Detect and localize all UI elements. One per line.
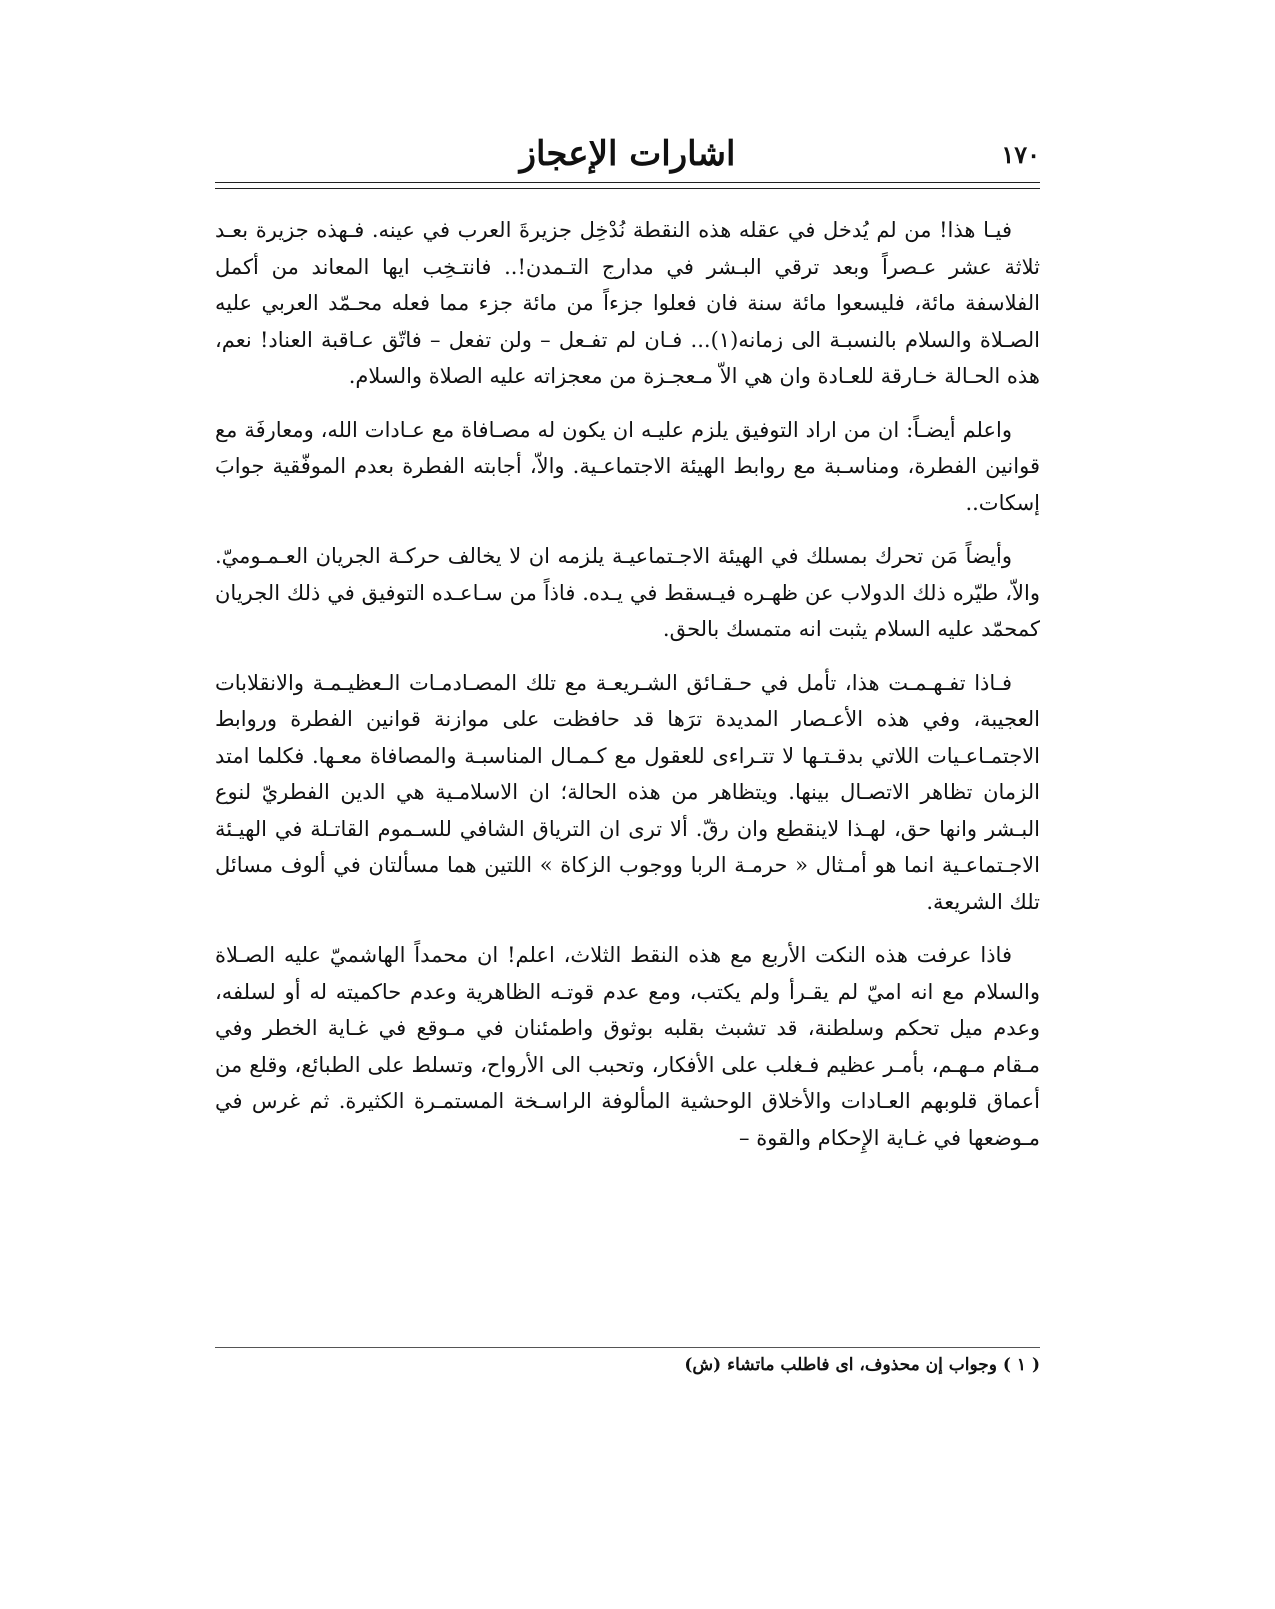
paragraph-3: وأيضاً مَن تحرك بمسلك في الهيئة الاجـتماعيـة يلزمه ان لا يخالف حركـة الجريان العـمـوميّ. والاّ، طيّره ذلك الدولاب عن ظهـره فيـسقط في يـده. فاذاً من سـاعـده التوفيق في ذلك الجريان كمحمّد عليه السلام يثبت انه متمسك بالحق. xyxy=(215,544,1040,641)
header-rule-bottom xyxy=(215,188,1040,189)
header-rule-top xyxy=(215,182,1040,183)
paragraph-4: فـاذا تفـهـمـت هذا، تأمل في حـقـائق الشـريعـة مع تلك المصـادمـات الـعظيـمـة والانقلابات العجيبة، وفي هذه الأعـصار المديدة ترَها قد حافظت على موازنة قوانين الفطرة وروابط الاجتمـاعـيات اللاتي بدقـتـها لا تتـراءى للعقول مع كـمـال المناسبـة والمصافاة معـها. فكلما امتد الزمان تظاهر الاتصـال بينها. ويتظاهر من هذه الحالة؛ ان الاسلامـية هي الدين الفطريّ لنوع البـشر وانها حق، لهـذا لاينقطع وان رقّ. ألا ترى ان الترياق الشافي للسـموم القاتـلة في الهيـئة الاجـتماعـية انما هو أمـثال « حرمـة الربا ووجوب الزكاة » اللتين هما مسألتان في ألوف مسائل تلك الشريعة. xyxy=(215,670,1040,914)
running-title: اشارات الإعجاز xyxy=(519,134,736,174)
page-number: ١٧٠ xyxy=(1001,140,1040,169)
footnote: ( ١ ) وجواب إن محذوف، اى فاطلب ماتشاء (ش) xyxy=(684,1355,1040,1375)
footnote-rule xyxy=(215,1347,1040,1348)
paragraph-2: واعلم أيضـاً: ان من اراد التوفيق يلزم عليـه ان يكون له مصـافاة مع عـادات الله، ومعارفَة مع قوانين الفطرة، ومناسـبة مع روابط الهيئة الاجتماعـية. والاّ، أجابته الفطرة بعدم الموفّقية جوابَ إسكات.. xyxy=(215,417,1040,515)
paragraph-1: فيـا هذا! من لم يُدخل في عقله هذه النقطة نُدْخِل جزيرةَ العرب في عينه. فـهذه جزيرة بعـد ثلاثة عشر عـصراً وبعد ترقي البـشر في مدارج التـمدن!.. فانتـخِب ايها المعاند من أكمل الفلاسفة مائة، فليسعوا مائة سنة فان فعلوا جزءاً من مائة جزء مما فعله محـمّد العربي عليه الصـلاة والسلام بالنسبـة الى زمانه(١)... فـان لم تفـعل – ولن تفعل – فاتّق عـاقبة العناد! نعم، هذه الحـالة خـارقة للعـادة وان هي الاّ مـعجـزة من معجزاته عليه الصلاة والسلام. xyxy=(215,218,1040,388)
page-header xyxy=(215,132,1040,180)
body-text xyxy=(215,212,1040,1156)
paragraph-5: فاذا عرفت هذه النكت الأربع مع هذه النقط الثلاث، اعلم! ان محمداً الهاشميّ عليه الصـلاة والسلام مع انه اميّ لم يقـرأ ولم يكتب، ومع عدم قوتـه الظاهرية وعدم حاكميته له أو لسلفه، وعدم ميل تحكم وسلطنة، قد تشبث بقلبه بوثوق واطمئنان في مـوقع في غـاية الخطر وفي مـقام مـهـم، بأمـر عظيم فـغلب على الأفكار، وتحبب الى الأرواح، وتسلط على الطبائع، وقلع من أعماق قلوبهم العـادات والأخلاق الوحشية المألوفة الراسـخة المستمـرة الكثيرة. ثم غرس في مـوضعها في غـاية الإِحكام والقوة – xyxy=(215,943,1040,1150)
